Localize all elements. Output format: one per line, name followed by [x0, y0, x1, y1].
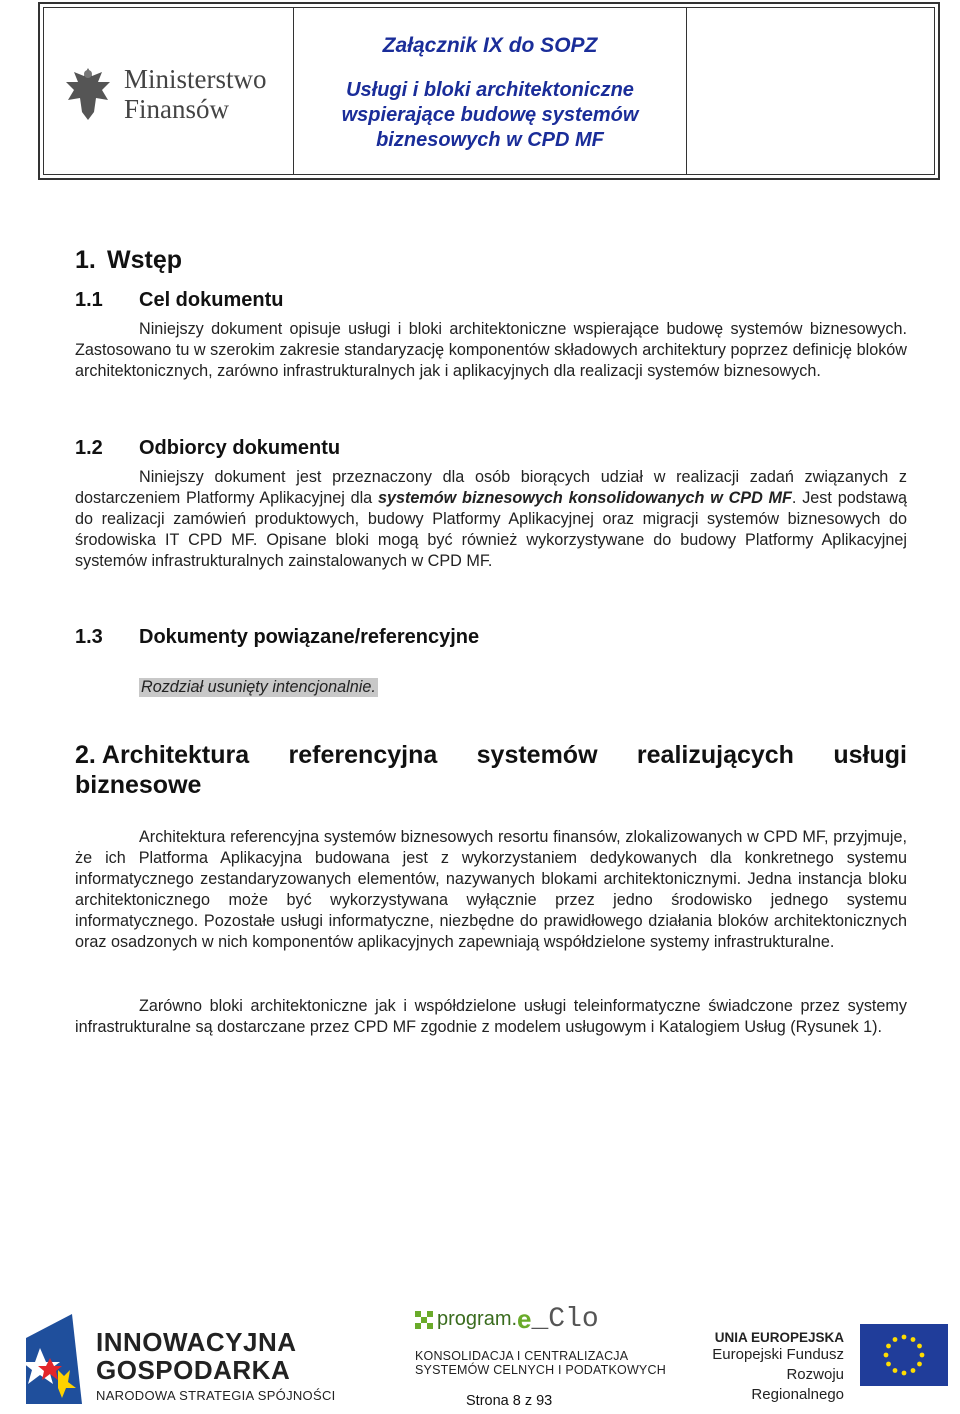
- eclo-clo: _Clo: [531, 1304, 599, 1335]
- section-2-text-2: Zarówno bloki architektoniczne jak i współdzielone usługi teleinformatyczne świadczone przez systemy infrastrukturalne są dostarczane przez CPD MF zgodnie z modelem usługowym i Katalogiem Usług (Rysunek 1).: [75, 997, 907, 1036]
- section-1-2-paragraph: [75, 467, 907, 572]
- section-1-title: Wstęp: [107, 246, 182, 274]
- ministry-logo-line-2: Finansów: [124, 94, 230, 124]
- subtitle-line-2: wspierające budowę systemów: [341, 104, 639, 126]
- section-2-title-line-2: biznesowe: [75, 771, 202, 799]
- ig-line-2: GOSPODARKA: [96, 1355, 291, 1385]
- section-2-paragraph-1: [75, 827, 907, 953]
- section-1-1-paragraph: [75, 319, 907, 382]
- header-title-cell: [294, 8, 687, 174]
- eclo-line-2: SYSTEMÓW CELNYCH I PODATKOWYCH: [415, 1363, 666, 1377]
- section-1-3-heading: [75, 626, 479, 649]
- eu-fund-logo-text: [692, 1330, 844, 1405]
- section-1-number: 1.: [75, 246, 96, 274]
- section-2-title-word-4: realizujących: [636, 741, 794, 769]
- section-2-title-word-3: systemów: [476, 741, 598, 769]
- section-1-2-text-bold: systemów biznesowych konsolidowanych w CPD MF: [377, 489, 792, 507]
- document-subtitle: [342, 78, 639, 153]
- section-2-number: 2.: [75, 741, 96, 769]
- checkered-flag-icon: [415, 1311, 433, 1329]
- removed-section-note: Rozdział usunięty intencjonalnie.: [141, 678, 376, 696]
- section-1-1-text: Niniejszy dokument opisuje usługi i bloki architektoniczne wspierające budowę systemów biznesowych. Zastosowano tu w szerokim zakresie standaryzację komponentów składowych architektury poprzez definicję bloków architektonicznych, zarówno infrastrukturalnych jak i aplikacyjnych dla realizacji systemów biznesowych.: [75, 320, 907, 380]
- ministry-logo-line-1: Ministerstwo: [124, 64, 267, 94]
- section-1-3-title: Dokumenty powiązane/referencyjne: [139, 626, 480, 648]
- eu-title: UNIA EUROPEJSKA: [714, 1330, 844, 1345]
- section-2-text-1: Architektura referencyjna systemów biznesowych resortu finansów, zlokalizowanych w CPD MF, przyjmuje, że ich Platforma Aplikacyjna budowana jest z wykorzystaniem dedykowanych dla konkretnego systemu informatycznego zestandaryzowanych elementów, nazywanych blokami architektonicznymi. Jedna instancja bloku architektonicznego może być wykorzystywana wyłącznie przez jedno środowisko jednego systemu informatycznego. Pozostałe usługi informatyczne, niezbędne do prawidłowego działania bloków architektonicznych oraz osadzonych w nich komponentów aplikacyjnych zapewniają współdzielone systemy infrastrukturalne.: [75, 828, 907, 951]
- section-2-paragraph-2: [75, 996, 907, 1038]
- eu-line-2: Rozwoju Regionalnego: [751, 1366, 844, 1403]
- page-number: Strona 8 z 93: [466, 1393, 553, 1409]
- section-1-1-heading: [75, 289, 283, 312]
- section-1-2-text-b: . Jest podstawą do realizacji zamówień produktowych, budowy Platformy Aplikacyjnej oraz migracji systemów biznesowych do środowiska IT CPD MF. Opisane bloki mogą być również wykorzystywane do budowy Platformy Aplikacyjnej systemów infrastrukturalnych zainstalowanych w CPD MF.: [75, 489, 907, 570]
- section-2-heading: [75, 740, 907, 800]
- section-1-2-number: 1.2: [75, 437, 103, 459]
- ig-line-1: INNOWACYJNA: [96, 1327, 297, 1357]
- eclo-line-1: KONSOLIDACJA I CENTRALIZACJA: [415, 1349, 629, 1363]
- document-header: [38, 2, 940, 180]
- section-1-heading: [75, 246, 182, 275]
- section-2-title-word-1: 2. Architektura: [75, 741, 250, 769]
- innovative-economy-star-icon: [20, 1308, 90, 1408]
- header-empty-cell: [687, 8, 934, 174]
- ministry-logo: [62, 64, 267, 124]
- innovative-economy-logo: [96, 1328, 336, 1403]
- section-1-1-number: 1.1: [75, 289, 103, 311]
- eu-line-1: Europejski Fundusz: [712, 1346, 844, 1363]
- annex-title: Załącznik IX do SOPZ: [382, 34, 598, 57]
- subtitle-line-3: biznesowych w CPD MF: [376, 129, 604, 151]
- subtitle-line-1: Usługi i bloki architektoniczne: [346, 79, 634, 101]
- page-footer: [0, 1300, 960, 1414]
- eclo-program-logo: [415, 1304, 666, 1377]
- ig-line-3: NARODOWA STRATEGIA SPÓJNOŚCI: [96, 1388, 336, 1403]
- section-1-2-text-a: Niniejszy dokument jest przeznaczony dla osób biorących udział w realizacji zadań związanych z dostarczeniem Platformy Aplikacyjnej dla: [75, 468, 907, 507]
- ministry-logo-cell: [44, 8, 294, 174]
- section-1-3-number: 1.3: [75, 626, 103, 648]
- eclo-e: e: [517, 1304, 532, 1334]
- section-2-title-word-2: referencyjna: [288, 741, 438, 769]
- eu-flag-icon: [860, 1324, 948, 1386]
- eclo-prefix: program.: [437, 1308, 518, 1330]
- section-1-1-title: Cel dokumentu: [139, 289, 284, 311]
- eagle-emblem-icon: [62, 64, 114, 124]
- section-1-2-title: Odbiorcy dokumentu: [139, 437, 341, 459]
- section-2-title-word-5: usługi: [833, 741, 907, 769]
- section-1-2-heading: [75, 437, 340, 460]
